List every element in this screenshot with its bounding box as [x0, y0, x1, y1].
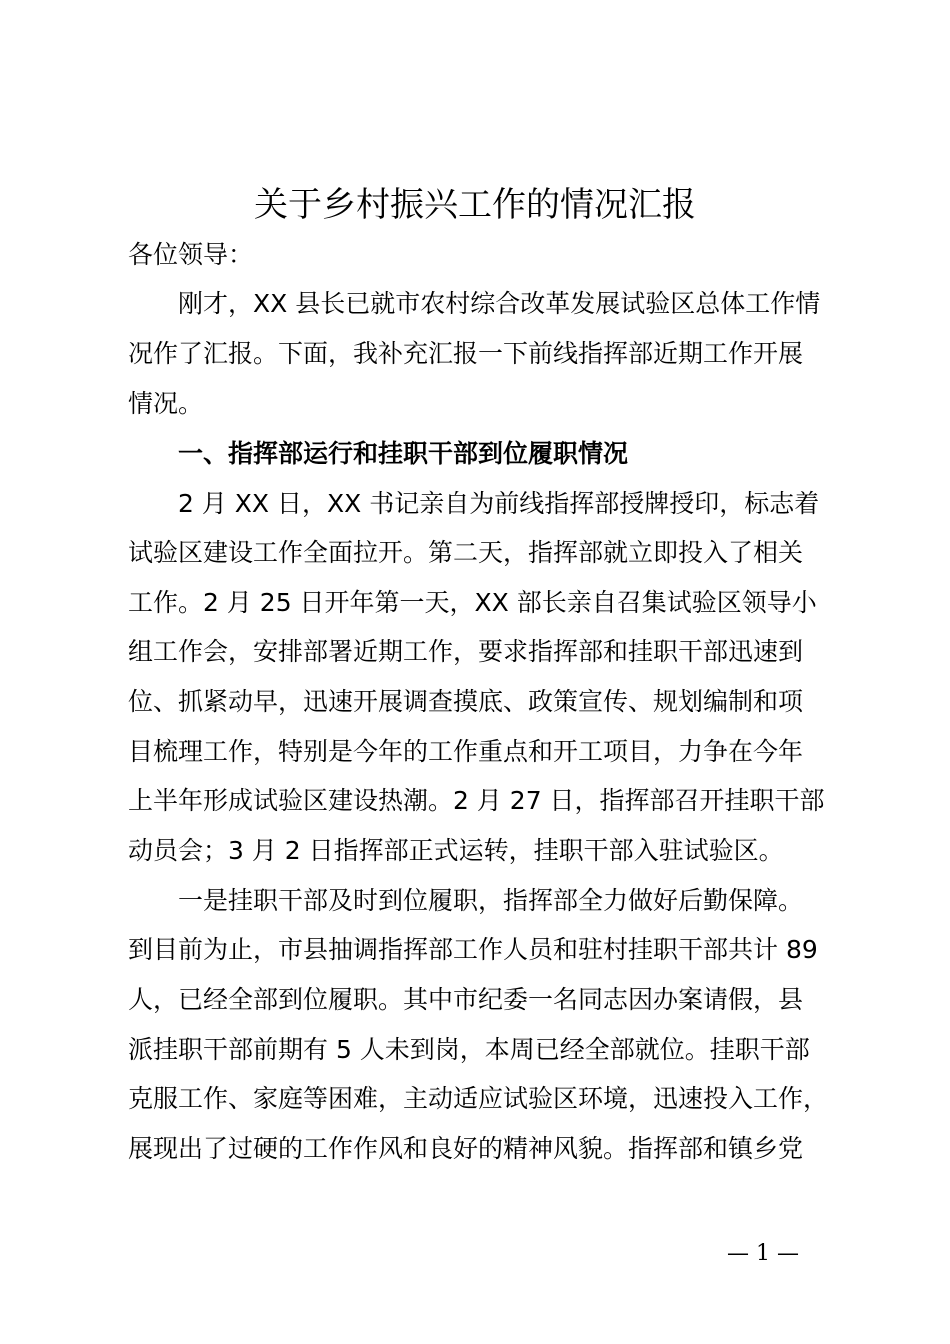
page-number: — 1 —	[727, 1241, 799, 1266]
paragraph-line: 2 月 XX 日，XX 书记亲自为前线指挥部授牌授印，标志着	[178, 489, 820, 518]
paragraph-line: 展现出了过硬的工作作风和良好的精神风貌。指挥部和镇乡党	[128, 1134, 804, 1163]
section-heading: 一、指挥部运行和挂职干部到位履职情况	[178, 439, 629, 468]
paragraph-line: 位、抓紧动早，迅速开展调查摸底、政策宣传、规划编制和项	[128, 687, 804, 716]
paragraph-line: 况作了汇报。下面，我补充汇报一下前线指挥部近期工作开展	[128, 339, 804, 368]
paragraph-line: 人，已经全部到位履职。其中市纪委一名同志因办案请假，县	[128, 985, 804, 1014]
paragraph-line: 试验区建设工作全面拉开。第二天，指挥部就立即投入了相关	[128, 538, 804, 567]
paragraph-line: 组工作会，安排部署近期工作，要求指挥部和挂职干部迅速到	[128, 637, 804, 666]
paragraph-line: 刚才，XX 县长已就市农村综合改革发展试验区总体工作情	[178, 289, 821, 318]
paragraph-line: 目梳理工作，特别是今年的工作重点和开工项目，力争在今年	[128, 737, 804, 766]
salutation: 各位领导：	[128, 240, 254, 269]
paragraph-line: 派挂职干部前期有 5 人未到岗，本周已经全部就位。挂职干部	[128, 1035, 810, 1064]
paragraph-line: 动员会；3 月 2 日指挥部正式运转，挂职干部入驻试验区。	[128, 836, 784, 865]
paragraph-line: 到目前为止，市县抽调指挥部工作人员和驻村挂职干部共计 89	[128, 935, 818, 964]
paragraph-line: 上半年形成试验区建设热潮。2 月 27 日，指挥部召开挂职干部	[128, 786, 825, 815]
paragraph-line: 情况。	[128, 389, 204, 418]
paragraph-line: 工作。2 月 25 日开年第一天，XX 部长亲自召集试验区领导小	[128, 588, 817, 617]
paragraph-line: 一是挂职干部及时到位履职，指挥部全力做好后勤保障。	[178, 886, 804, 915]
document-title: 关于乡村振兴工作的情况汇报	[254, 185, 696, 225]
paragraph-line: 克服工作、家庭等困难，主动适应试验区环境，迅速投入工作，	[128, 1084, 829, 1113]
